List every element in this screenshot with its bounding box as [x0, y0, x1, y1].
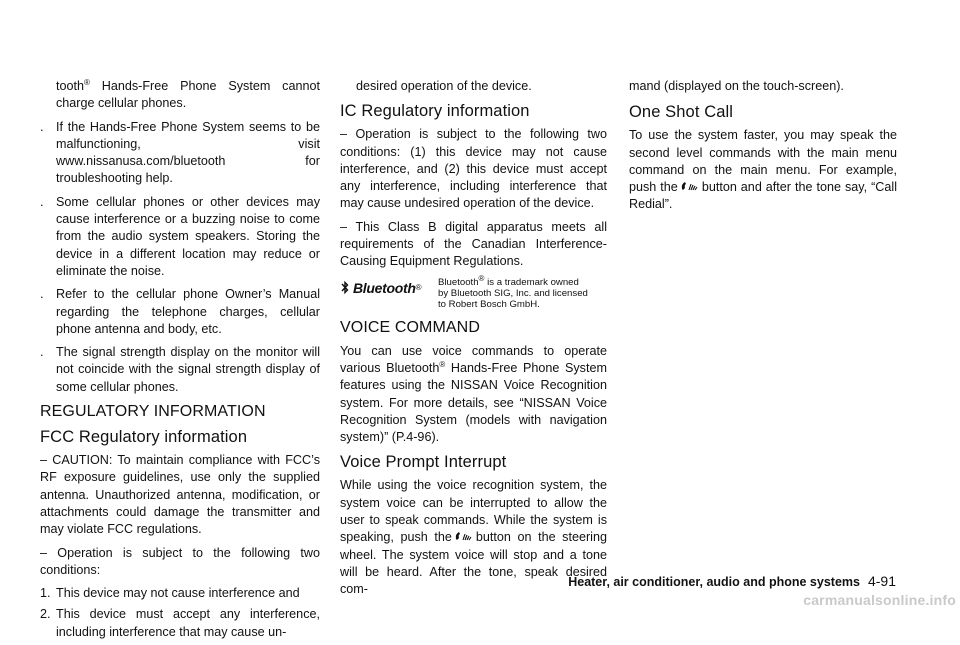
numbered-item: 1. This device may not cause interference and [40, 586, 300, 601]
heading-voice-prompt-interrupt: Voice Prompt Interrupt [340, 453, 507, 472]
talk-phone-icon [454, 530, 474, 542]
intro-paragraph: tooth® Hands-Free Phone System cannot charge cellular phones. [56, 77, 320, 111]
bluetooth-logo: Bluetooth ® [340, 277, 422, 299]
bullet-item: . If the Hands-Free Phone System seems to be malfunctioning, visit www.nissanusa.com/bluetooth for troubleshooting help. [40, 119, 320, 186]
heading-fcc-regulatory: FCC Regulatory information [40, 428, 248, 447]
ic-class-b-paragraph: – This Class B digital apparatus meets all requirements of the Canadian Interference-Causing Equipment Regulations. [340, 219, 607, 269]
heading-voice-command: VOICE COMMAND [340, 318, 480, 336]
bullet-item: . The signal strength display on the monitor will not coincide with the signal strength display of some cellular phones. [40, 345, 320, 394]
continued-text: desired operation of the device. [356, 79, 532, 93]
bluetooth-rune-icon [340, 280, 350, 295]
column-middle [340, 78, 607, 605]
continued-text: mand (displayed on the touch-screen). [629, 79, 844, 93]
bullet-item: . Some cellular phones or other devices may cause interference or a buzzing noise to come from the audio system speakers. Storing the device in a different location may reduce or eliminate the noise. [40, 194, 320, 278]
page-number: 4-91 [867, 573, 896, 589]
one-shot-call-paragraph: To use the system faster, you may speak the second level commands with the main menu command on the main menu. For example, push the button and after the tone say, “Call Redial”. [629, 128, 897, 212]
bullet-item: . Refer to the cellular phone Owner’s Manual regarding the telephone charges, cellular phone antenna and body, etc. [40, 287, 320, 336]
heading-regulatory-information: REGULATORY INFORMATION [40, 403, 266, 421]
fcc-conditions-paragraph: – Operation is subject to the following two conditions: [40, 545, 320, 577]
ic-conditions-paragraph: – Operation is subject to the following two conditions: (1) this device may not cause interference, and (2) this device must accept any interference, including interference that may cause undesired operation of the device. [340, 127, 607, 211]
bluetooth-trademark-block [340, 273, 607, 310]
talk-phone-icon [680, 180, 700, 192]
heading-ic-regulatory: IC Regulatory information [340, 102, 530, 121]
heading-one-shot-call: One Shot Call [629, 103, 734, 122]
column-right [629, 78, 897, 220]
section-title: Heater, air conditioner, audio and phone systems [568, 575, 860, 589]
fcc-caution-paragraph: – CAUTION: To maintain compliance with FCC’s RF exposure guidelines, use only the supplied antenna. Unauthorized antenna, modification, or attachments could damage the transmitter and may violate FCC regulations. [40, 453, 320, 537]
page-footer [536, 573, 896, 589]
voice-prompt-paragraph: While using the voice recognition system, the system voice can be interrupted to allow the user to speak commands. While the system is speaking, push the button on the steering wheel. The system voice will stop and a tone will be heard. After the tone, speak desired com- [340, 478, 607, 597]
bluetooth-trademark-note: Bluetooth® is a trademark owned by Bluetooth SIG, Inc. and licensed to Robert Bosch GmbH. [438, 273, 588, 310]
numbered-item: 2. This device must accept any interference, including interference that may cause un- [40, 607, 320, 639]
watermark: carmanualsonline.info [803, 592, 956, 608]
voice-command-paragraph: You can use voice commands to operate various Bluetooth® Hands-Free Phone System features using the NISSAN Voice Recognition system. For more details, see “NISSAN Voice Recognition System (models with navigation system)” (P.4-96). [340, 343, 607, 445]
column-left [40, 78, 320, 645]
